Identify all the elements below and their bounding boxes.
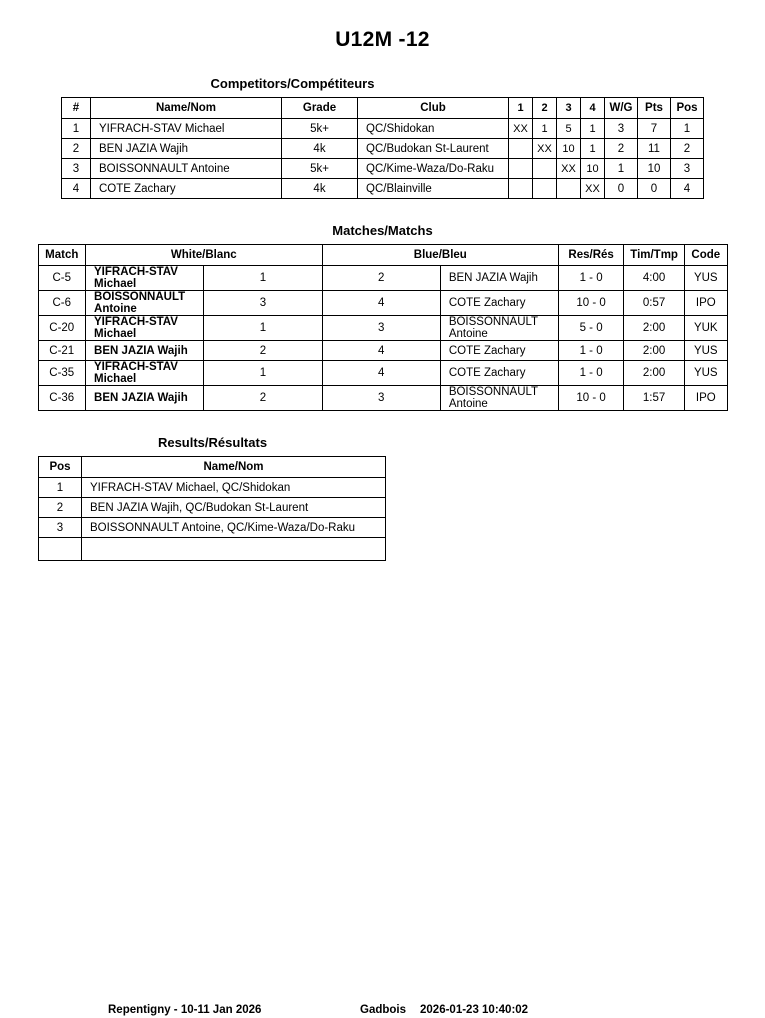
match-blue-name: BOISSONNAULT Antoine (440, 386, 558, 411)
col-header-number: # (62, 98, 91, 119)
col-header-m3: 3 (557, 98, 581, 119)
col-header-pos: Pos (39, 457, 82, 478)
competitor-result-cell: XX (581, 179, 605, 199)
match-code: YUK (685, 316, 727, 341)
match-white-name: YIFRACH-STAV Michael (86, 316, 204, 341)
match-blue-number: 4 (322, 361, 440, 386)
result-position: 3 (39, 518, 82, 538)
footer-meta (360, 1004, 528, 1016)
table-row (62, 119, 704, 139)
match-result: 1 - 0 (559, 361, 624, 386)
match-id: C-21 (38, 341, 86, 361)
match-white-number: 3 (204, 291, 322, 316)
match-id: C-20 (38, 316, 86, 341)
match-time: 2:00 (624, 341, 685, 361)
table-row (38, 341, 727, 361)
competitor-club: QC/Blainville (358, 179, 509, 199)
table-row (38, 361, 727, 386)
col-header-grade: Grade (282, 98, 358, 119)
match-white-number: 1 (204, 361, 322, 386)
matches-header-row (38, 245, 727, 266)
result-name: YIFRACH-STAV Michael, QC/Shidokan (82, 478, 386, 498)
table-row (39, 498, 386, 518)
col-header-wg: W/G (605, 98, 638, 119)
match-white-number: 2 (204, 341, 322, 361)
competitor-result-cell: XX (533, 139, 557, 159)
result-position: 2 (39, 498, 82, 518)
footer-author: Gadbois (360, 1004, 407, 1016)
table-row (38, 291, 727, 316)
competitor-pos: 3 (671, 159, 704, 179)
table-row (38, 386, 727, 411)
match-blue-number: 4 (322, 341, 440, 361)
col-header-match: Match (38, 245, 86, 266)
table-row (39, 518, 386, 538)
match-white-name: BOISSONNAULT Antoine (86, 291, 204, 316)
competitor-grade: 4k (282, 179, 358, 199)
table-row (62, 139, 704, 159)
competitor-grade: 4k (282, 139, 358, 159)
results-table (38, 456, 386, 561)
competitor-pts: 0 (638, 179, 671, 199)
col-header-pos: Pos (671, 98, 704, 119)
competitor-wg: 2 (605, 139, 638, 159)
result-name: BOISSONNAULT Antoine, QC/Kime-Waza/Do-Raku (82, 518, 386, 538)
match-result: 10 - 0 (559, 386, 624, 411)
match-id: C-6 (38, 291, 86, 316)
match-code: YUS (685, 266, 727, 291)
competitor-pts: 7 (638, 119, 671, 139)
competitor-pos: 4 (671, 179, 704, 199)
table-row (62, 179, 704, 199)
table-row (39, 538, 386, 561)
competitor-result-cell (509, 139, 533, 159)
competitor-number: 4 (62, 179, 91, 199)
competitor-result-cell: 1 (533, 119, 557, 139)
col-header-m4: 4 (581, 98, 605, 119)
result-position: 1 (39, 478, 82, 498)
result-position (39, 538, 82, 561)
competitor-result-cell: XX (557, 159, 581, 179)
competitor-number: 1 (62, 119, 91, 139)
match-time: 0:57 (624, 291, 685, 316)
competitor-wg: 0 (605, 179, 638, 199)
competitor-name: COTE Zachary (91, 179, 282, 199)
match-id: C-36 (38, 386, 86, 411)
match-code: YUS (685, 341, 727, 361)
footer-event: Repentigny - 10-11 Jan 2026 (108, 1004, 262, 1016)
competitor-result-cell: 10 (557, 139, 581, 159)
match-code: IPO (685, 291, 727, 316)
results-header-row (39, 457, 386, 478)
matches-section-title: Matches/Matchs (332, 223, 433, 238)
match-blue-number: 3 (322, 316, 440, 341)
competitor-pts: 11 (638, 139, 671, 159)
competitor-name: BEN JAZIA Wajih (91, 139, 282, 159)
competitor-club: QC/Kime-Waza/Do-Raku (358, 159, 509, 179)
competitor-grade: 5k+ (282, 119, 358, 139)
match-white-number: 1 (204, 266, 322, 291)
match-blue-number: 2 (322, 266, 440, 291)
match-blue-name: BEN JAZIA Wajih (440, 266, 558, 291)
match-blue-name: BOISSONNAULT Antoine (440, 316, 558, 341)
match-blue-name: COTE Zachary (440, 341, 558, 361)
matches-table (38, 244, 728, 411)
match-id: C-5 (38, 266, 86, 291)
competitor-result-cell (509, 179, 533, 199)
match-time: 2:00 (624, 361, 685, 386)
match-white-number: 1 (204, 316, 322, 341)
competitors-header-row (62, 98, 704, 119)
competitor-result-cell: XX (509, 119, 533, 139)
match-blue-number: 4 (322, 291, 440, 316)
col-header-white: White/Blanc (86, 245, 323, 266)
competitor-number: 3 (62, 159, 91, 179)
result-name (82, 538, 386, 561)
match-code: YUS (685, 361, 727, 386)
match-result: 10 - 0 (559, 291, 624, 316)
results-section-title: Results/Résultats (157, 435, 268, 450)
table-row (62, 159, 704, 179)
table-row (38, 266, 727, 291)
match-white-number: 2 (204, 386, 322, 411)
match-time: 2:00 (624, 316, 685, 341)
col-header-tim: Tim/Tmp (624, 245, 685, 266)
col-header-blue: Blue/Bleu (322, 245, 559, 266)
table-row (38, 316, 727, 341)
col-header-name: Name/Nom (82, 457, 386, 478)
match-white-name: BEN JAZIA Wajih (86, 386, 204, 411)
competitor-result-cell: 5 (557, 119, 581, 139)
col-header-m2: 2 (533, 98, 557, 119)
competitor-number: 2 (62, 139, 91, 159)
match-blue-name: COTE Zachary (440, 291, 558, 316)
competitor-wg: 1 (605, 159, 638, 179)
competitor-pos: 1 (671, 119, 704, 139)
competitors-section-title: Competitors/Compétiteurs (210, 76, 375, 91)
competitor-grade: 5k+ (282, 159, 358, 179)
match-white-name: YIFRACH-STAV Michael (86, 361, 204, 386)
match-result: 1 - 0 (559, 341, 624, 361)
match-white-name: YIFRACH-STAV Michael (86, 266, 204, 291)
competitor-result-cell: 1 (581, 139, 605, 159)
page-title: U12M -12 (335, 28, 430, 51)
competitors-table (61, 97, 704, 199)
col-header-m1: 1 (509, 98, 533, 119)
match-result: 1 - 0 (559, 266, 624, 291)
table-row (39, 478, 386, 498)
col-header-res: Res/Rés (559, 245, 624, 266)
match-time: 1:57 (624, 386, 685, 411)
competitor-result-cell (533, 179, 557, 199)
match-result: 5 - 0 (559, 316, 624, 341)
competitor-result-cell (509, 159, 533, 179)
result-name: BEN JAZIA Wajih, QC/Budokan St-Laurent (82, 498, 386, 518)
col-header-pts: Pts (638, 98, 671, 119)
col-header-club: Club (358, 98, 509, 119)
col-header-name: Name/Nom (91, 98, 282, 119)
competitor-wg: 3 (605, 119, 638, 139)
competitor-result-cell: 10 (581, 159, 605, 179)
footer-timestamp: 2026-01-23 10:40:02 (420, 1004, 529, 1016)
competitor-name: BOISSONNAULT Antoine (91, 159, 282, 179)
competitor-club: QC/Budokan St-Laurent (358, 139, 509, 159)
match-blue-name: COTE Zachary (440, 361, 558, 386)
competitor-club: QC/Shidokan (358, 119, 509, 139)
competitor-result-cell (533, 159, 557, 179)
match-blue-number: 3 (322, 386, 440, 411)
match-time: 4:00 (624, 266, 685, 291)
competitor-pos: 2 (671, 139, 704, 159)
col-header-code: Code (685, 245, 727, 266)
match-code: IPO (685, 386, 727, 411)
competitor-name: YIFRACH-STAV Michael (91, 119, 282, 139)
match-white-name: BEN JAZIA Wajih (86, 341, 204, 361)
match-id: C-35 (38, 361, 86, 386)
competitor-result-cell: 1 (581, 119, 605, 139)
competitor-result-cell (557, 179, 581, 199)
competitor-pts: 10 (638, 159, 671, 179)
